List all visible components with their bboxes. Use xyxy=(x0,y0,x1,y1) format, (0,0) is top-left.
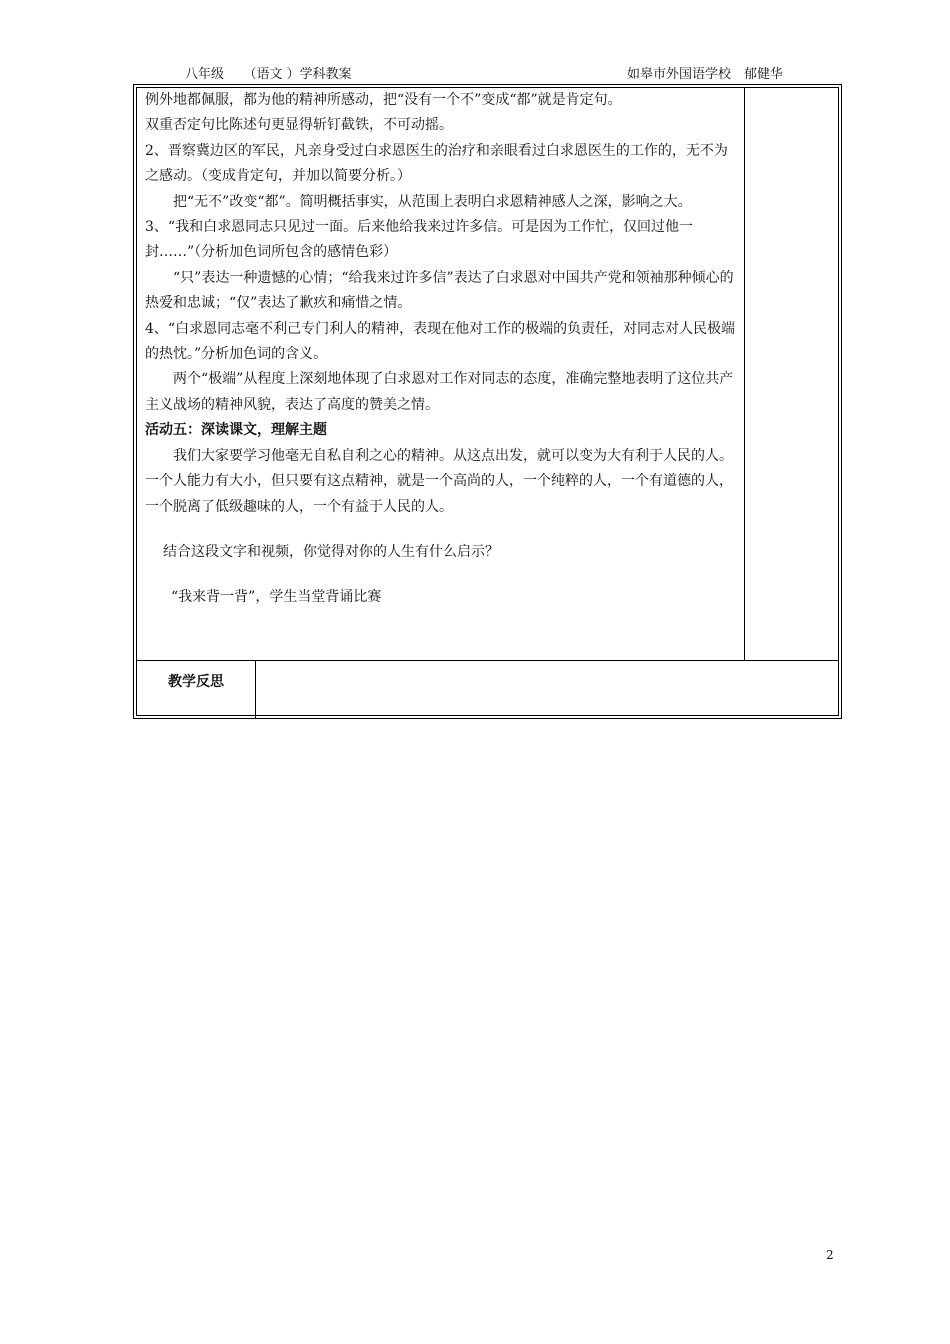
reflection-label: 教学反思 xyxy=(137,661,256,719)
reflection-body xyxy=(257,661,838,719)
lesson-table-inner xyxy=(136,87,839,716)
header-course: 八年级 （语文 ）学科教案 xyxy=(185,67,352,82)
header-school-teacher: 如皋市外国语学校 郁健华 xyxy=(626,67,783,82)
activity-5-title: 活动五：深读课文，理解主题 xyxy=(145,422,327,439)
content-line-2: 双重否定句比陈述句更显得斩钉截铁，不可动摇。 xyxy=(145,117,453,134)
answer-3: “只”表达一种遗憾的心情；“给我来过许多信”表达了白求恩对中国共产党和领袖那种倾心的热爱和忠诚；“仅”表达了歉疚和痛惜之情。 xyxy=(145,269,734,312)
content-text xyxy=(145,88,739,611)
recite-activity: “我来背一背”，学生当堂背诵比赛 xyxy=(171,589,382,606)
question-3: 3、“我和白求恩同志只见过一面。后来他给我来过许多信。可是因为工作忙，仅回过他一封……”（分析加色词所包含的感情色彩） xyxy=(145,219,694,261)
notes-cell xyxy=(745,88,838,661)
answer-4: 两个“极端”从程度上深刻地体现了白求恩对工作对同志的态度，准确完整地表明了这位共产主义战场的精神风貌，表达了高度的赞美之情。 xyxy=(145,371,734,413)
question-4: 4、“白求恩同志毫不利己专门利人的精神，表现在他对工作的极端的负责任，对同志对人民极端的热忱。”分析加色词的含义。 xyxy=(145,320,736,363)
page-header xyxy=(133,66,835,84)
lesson-table xyxy=(133,84,842,719)
reflection-question: 结合这段文字和视频，你觉得对你的人生有什么启示？ xyxy=(163,543,499,560)
content-line-1: 例外地都佩服，都为他的精神所感动，把“没有一个不”变成“都”就是肯定句。 xyxy=(145,92,622,108)
answer-2: 把“无不”改变“都”。简明概括事实，从范围上表明白求恩精神感人之深，影响之大。 xyxy=(173,193,692,210)
question-2: 2、晋察冀边区的军民，凡亲身受过白求恩医生的治疗和亲眼看过白求恩医生的工作的，无不为之感动。（变成肯定句，并加以简要分析。） xyxy=(145,142,728,185)
quote-paragraph: 我们大家要学习他毫无自私自利之心的精神。从这点出发，就可以变为大有利于人民的人。一个人能力有大小，但只要有这点精神，就是一个高尚的人，一个纯粹的人，一个有道德的人，一个脱离了低级趣味的人，一个有益于人民的人。 xyxy=(145,447,733,515)
page-number: 2 xyxy=(826,1248,834,1262)
content-cell xyxy=(137,88,745,661)
